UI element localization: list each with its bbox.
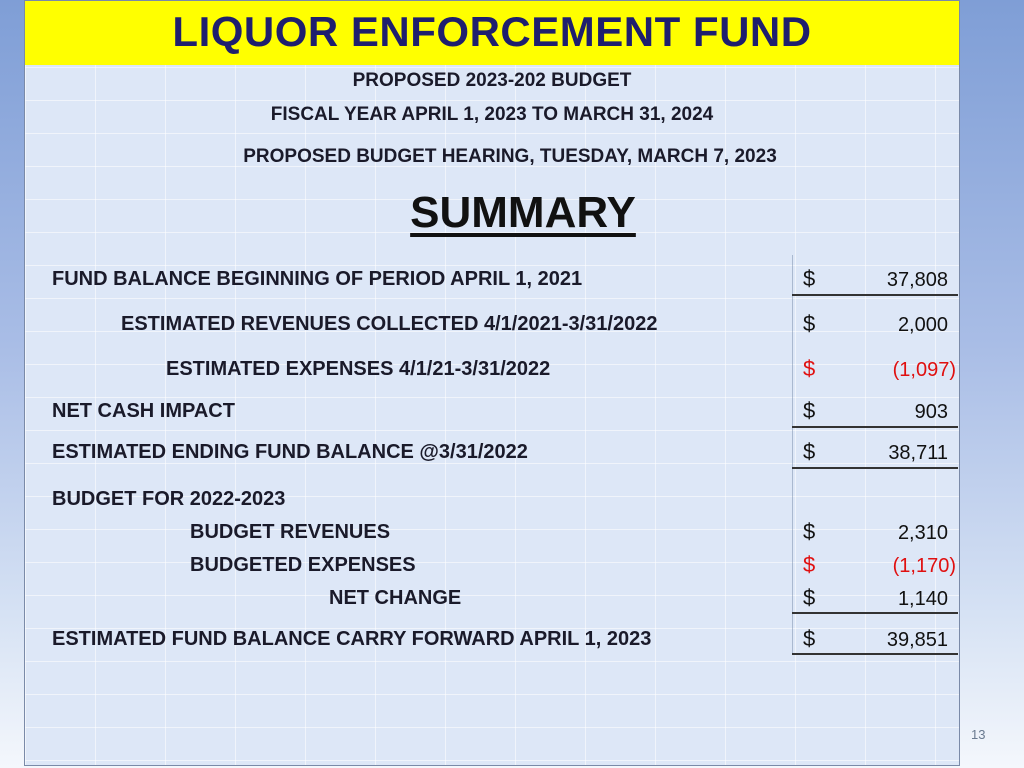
net-cash-impact-currency: $ xyxy=(803,398,816,423)
budget-revenues-label: BUDGET REVENUES xyxy=(190,521,391,543)
net-change-currency: $ xyxy=(803,585,816,610)
page-title: LIQUOR ENFORCEMENT FUND xyxy=(172,8,812,55)
estimated-expenses-label: ESTIMATED EXPENSES 4/1/21-3/31/2022 xyxy=(166,358,551,380)
budgeted-expenses-label: BUDGETED EXPENSES xyxy=(190,554,416,576)
budget-heading: BUDGET FOR 2022-2023 xyxy=(52,488,286,510)
amount-column-divider xyxy=(792,255,793,655)
beginning-balance-label: FUND BALANCE BEGINNING OF PERIOD APRIL 1, 2021 xyxy=(52,268,583,290)
estimated-revenues-label: ESTIMATED REVENUES COLLECTED 4/1/2021-3/31/2022 xyxy=(121,313,658,335)
carry-forward-amount: 39,851 xyxy=(886,629,948,651)
estimated-revenues-amount: 2,000 xyxy=(897,314,948,336)
ending-balance-currency: $ xyxy=(803,439,816,464)
summary-heading: SUMMARY xyxy=(410,188,636,237)
budgeted-expenses-amount: (1,170) xyxy=(892,555,956,577)
budgeted-expenses-currency: $ xyxy=(803,552,816,577)
beginning-balance-underline xyxy=(792,294,958,296)
ending-balance-underline xyxy=(792,467,958,469)
estimated-expenses-currency: $ xyxy=(803,356,816,381)
budget-revenues-amount: 2,310 xyxy=(897,522,948,544)
budget-revenues-currency: $ xyxy=(803,519,816,544)
net-cash-impact-label: NET CASH IMPACT xyxy=(52,400,235,422)
net-change-label: NET CHANGE xyxy=(329,587,462,609)
carry-forward-currency: $ xyxy=(803,626,816,651)
ending-balance-amount: 38,711 xyxy=(888,442,948,464)
ending-balance-label: ESTIMATED ENDING FUND BALANCE @3/31/2022 xyxy=(52,441,528,463)
estimated-expenses-amount: (1,097) xyxy=(892,359,956,381)
carry-forward-underline xyxy=(792,653,958,655)
beginning-balance-amount: 37,808 xyxy=(886,269,948,291)
carry-forward-label: ESTIMATED FUND BALANCE CARRY FORWARD APRIL 1, 2023 xyxy=(52,628,652,650)
net-change-underline xyxy=(792,612,958,614)
hearing-subtitle: PROPOSED BUDGET HEARING, TUESDAY, MARCH 7, 2023 xyxy=(243,146,777,167)
page-number: 13 xyxy=(971,727,986,742)
beginning-balance-currency: $ xyxy=(803,266,816,291)
fiscal-year-subtitle: FISCAL YEAR APRIL 1, 2023 TO MARCH 31, 2024 xyxy=(270,104,714,125)
budget-subtitle: PROPOSED 2023-202 BUDGET xyxy=(352,70,632,91)
net-change-amount: 1,140 xyxy=(897,588,948,610)
net-cash-impact-amount: 903 xyxy=(914,401,948,423)
estimated-revenues-currency: $ xyxy=(803,311,816,336)
net-cash-impact-underline xyxy=(792,426,958,428)
